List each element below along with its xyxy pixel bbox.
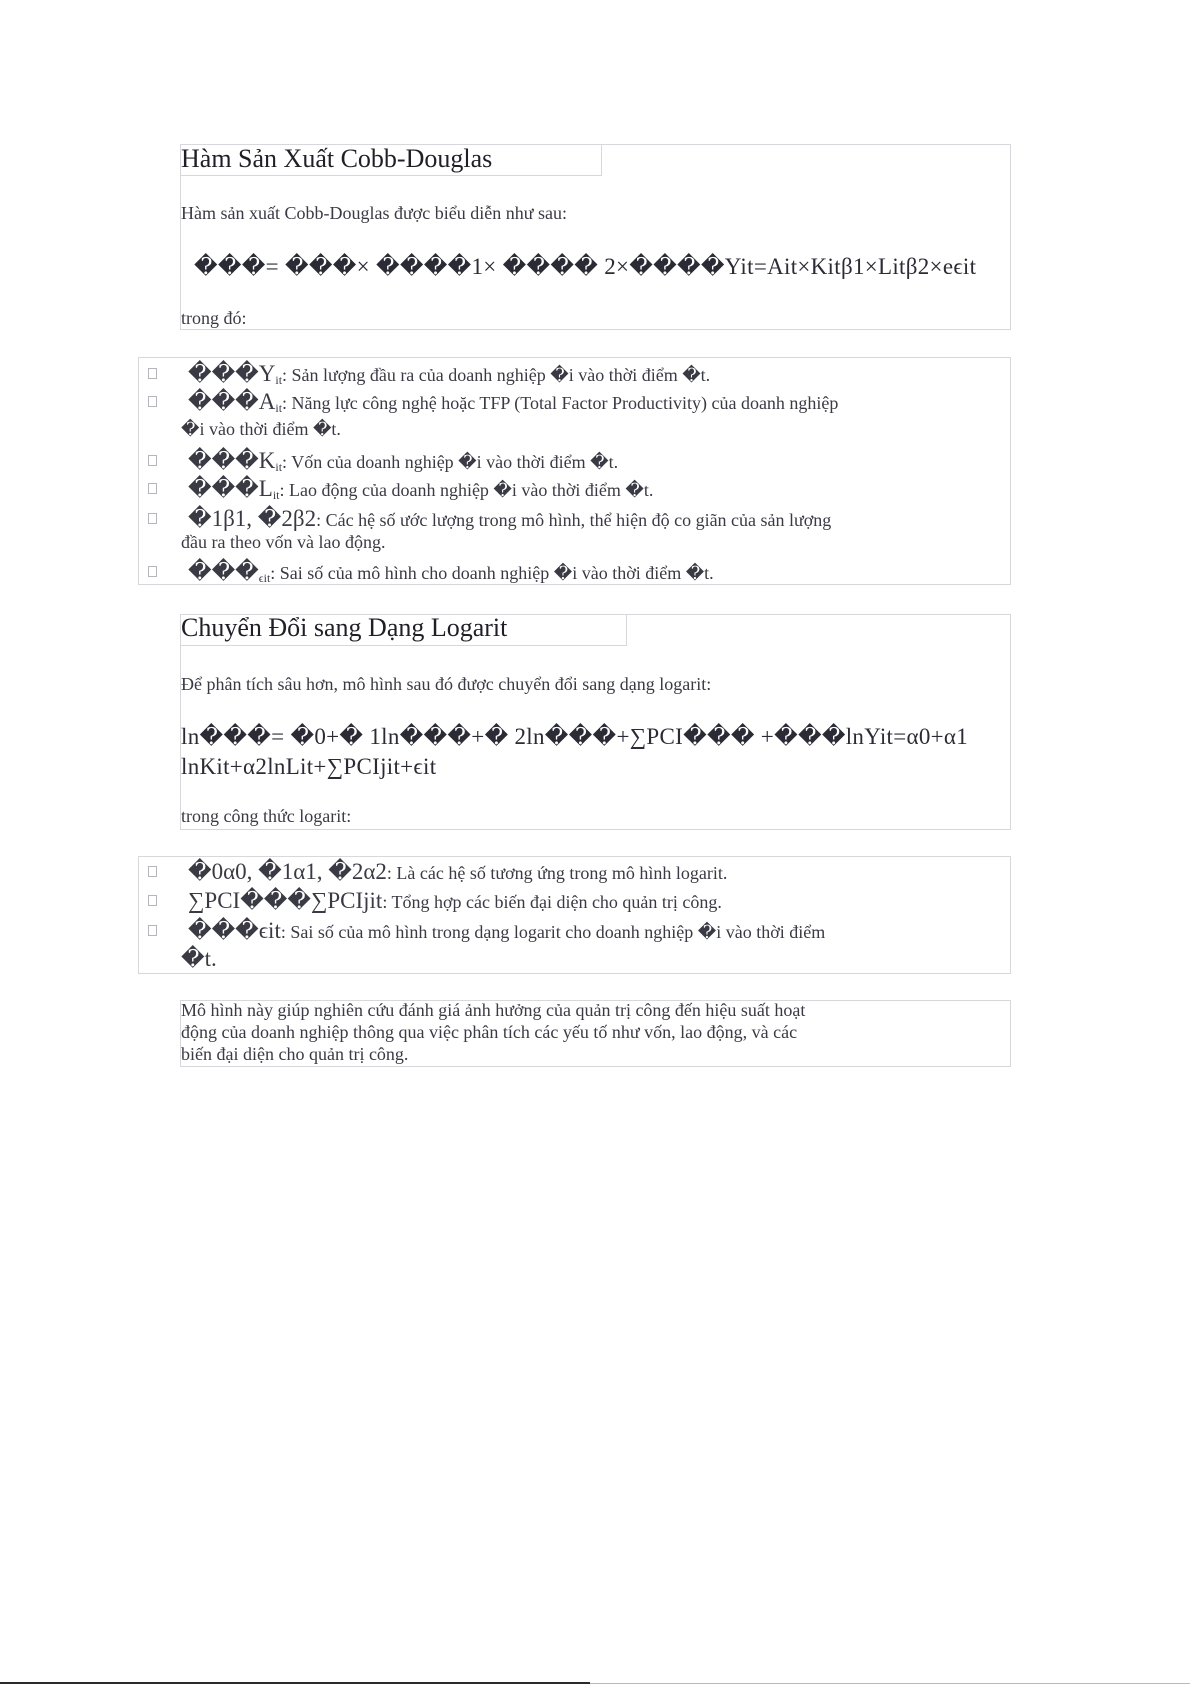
subscript: it xyxy=(275,373,283,387)
list1-item-3 xyxy=(188,476,653,503)
symbol: ���A xyxy=(188,389,276,414)
definition: : Sản lượng đầu ra của doanh nghiệp �i vào thời điểm �t. xyxy=(282,365,711,385)
definition: : Lao động của doanh nghiệp �i vào thời điểm �t. xyxy=(279,480,654,500)
definition: : Các hệ số ước lượng trong mô hình, thể hiện độ co giãn của sản lượng xyxy=(316,510,832,530)
symbol: ∑PCI���∑PCIjit xyxy=(188,888,383,913)
list2-item-0 xyxy=(188,859,727,885)
symbol: ���L xyxy=(188,476,273,501)
definition: : Năng lực công nghệ hoặc TFP (Total Factor Productivity) của doanh nghiệp xyxy=(282,393,839,413)
list1-item-4 xyxy=(188,506,831,532)
subscript: it xyxy=(275,460,283,474)
bullet-checkbox xyxy=(148,368,157,379)
list1-item-0 xyxy=(188,361,710,388)
list2-item-1 xyxy=(188,888,722,914)
symbol: �0α0, �1α1, �2α2 xyxy=(188,859,387,884)
cobb-douglas-equation: ���= ���× ����1× ���� 2×����Yit=Ait×Kitβ1×Litβ2×eϵit xyxy=(194,254,977,279)
conclusion-line1: Mô hình này giúp nghiên cứu đánh giá ảnh hưởng của quản trị công đến hiệu suất hoạt xyxy=(181,1000,806,1020)
section2-where: trong công thức logarit: xyxy=(181,806,352,826)
section2-frame xyxy=(180,614,1011,830)
section1-where: trong đó: xyxy=(181,308,247,328)
symbol: ���Y xyxy=(188,361,276,386)
bullet-checkbox xyxy=(148,866,157,877)
logarit-equation-line2: lnKit+α2lnLit+∑PCIjit+ϵit xyxy=(181,754,437,779)
list1-item-2 xyxy=(188,448,618,475)
section2-intro: Để phân tích sâu hơn, mô hình sau đó được chuyển đổi sang dạng logarit: xyxy=(181,674,712,694)
symbol: ���K xyxy=(188,448,276,473)
list1-item-1-cont: �i vào thời điểm �t. xyxy=(181,419,341,439)
symbol: ���ϵit xyxy=(188,918,281,943)
bullet-checkbox xyxy=(148,566,157,577)
definition: : Sai số của mô hình trong dạng logarit cho doanh nghiệp �i vào thời điểm xyxy=(280,922,826,942)
conclusion-line3: biến đại diện cho quản trị công. xyxy=(181,1044,409,1064)
definition: : Tổng hợp các biến đại diện cho quản trị công. xyxy=(382,892,722,912)
list1-item-5 xyxy=(188,559,714,586)
logarit-equation-line1: ln���= �0+� 1ln���+� 2ln���+∑PCI��� +���lnYit=α0+α1 xyxy=(181,724,969,749)
list2-item-2 xyxy=(188,918,825,944)
section2-title: Chuyển Đổi sang Dạng Logarit xyxy=(181,613,508,642)
bullet-checkbox xyxy=(148,925,157,936)
page-bottom-rule xyxy=(0,1682,590,1684)
symbol: �1β1, �2β2 xyxy=(188,506,317,531)
page-bottom-rule-light xyxy=(590,1683,1190,1684)
list1-item-1 xyxy=(188,389,838,416)
bullet-checkbox xyxy=(148,895,157,906)
subscript: it xyxy=(272,488,280,502)
bullet-checkbox xyxy=(148,513,157,524)
list1-item-4-cont: đầu ra theo vốn và lao động. xyxy=(181,532,386,552)
section1-title: Hàm Sản Xuất Cobb-Douglas xyxy=(181,144,493,173)
bullet-checkbox xyxy=(148,455,157,466)
list2-item-2-cont: �t. xyxy=(181,946,217,971)
section1-intro: Hàm sản xuất Cobb-Douglas được biểu diễn như sau: xyxy=(181,203,567,223)
subscript: ϵit xyxy=(258,571,271,585)
conclusion-line2: động của doanh nghiệp thông qua việc phân tích các yếu tố như vốn, lao động, và các xyxy=(181,1022,798,1042)
bullet-checkbox xyxy=(148,483,157,494)
definition: : Sai số của mô hình cho doanh nghiệp �i vào thời điểm �t. xyxy=(270,563,714,583)
bullet-checkbox xyxy=(148,396,157,407)
definition: : Là các hệ số tương ứng trong mô hình logarit. xyxy=(386,863,728,883)
subscript: it xyxy=(275,401,283,415)
symbol: ��� xyxy=(188,559,259,584)
definition: : Vốn của doanh nghiệp �i vào thời điểm �t. xyxy=(282,452,619,472)
